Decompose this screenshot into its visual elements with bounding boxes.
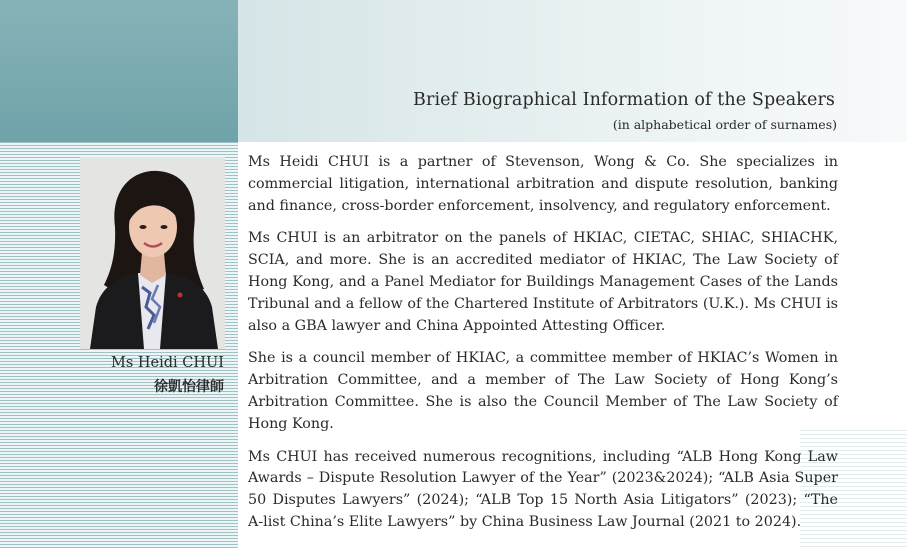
bio-paragraph: Ms CHUI has received numerous recognitions, including “ALB Hong Kong Law Awards – Dispute Resolution Lawyer of the Year” (2023&2024); “ALB Asia Super 50 Disputes Lawyers” (2024); “ALB Top 15 North Asia Litigators” (2023); “The A-list China’s Elite Lawyers” by China Business Law Journal (2021 to 2024). [248,448,838,530]
bio-paragraph: Ms Heidi CHUI is a partner of Stevenson, Wong & Co. She specializes in commercial litigation, international arbitration and dispute resolution, banking and finance, cross-border enforcement, insolvency, and regulatory enforcement. [248,154,838,214]
bio-paragraph: Ms CHUI is an arbitrator on the panels of HKIAC, CIETAC, SHIAC, SHIACHK, SCIA, and more. She is an accredited mediator of HKIAC, The Law Society of Hong Kong, and a Panel Mediator for Buildings Management Cases of the Lands Tribunal and a fellow of the Chartered Institute of Arbitrators (U.K.). Ms CHUI is also a GBA lawyer and China Appointed Attesting Officer. [248,230,838,334]
speaker-name-english: Ms Heidi CHUI [111,355,224,371]
left-teal-block [0,0,238,142]
speaker-name-chinese: 徐凱怡律師 [154,379,224,395]
page-title: Brief Biographical Information of the Speakers [413,90,835,110]
speaker-photo [80,157,225,349]
bio-paragraph: She is a council member of HKIAC, a committee member of HKIAC’s Women in Arbitration Committee, and a member of The Law Society of Hong Kong’s Arbitration Committee. She is also the Council Member of The Law Society of Hong Kong. [248,350,838,432]
page-subtitle: (in alphabetical order of surnames) [612,117,837,132]
speaker-biography [248,152,838,545]
